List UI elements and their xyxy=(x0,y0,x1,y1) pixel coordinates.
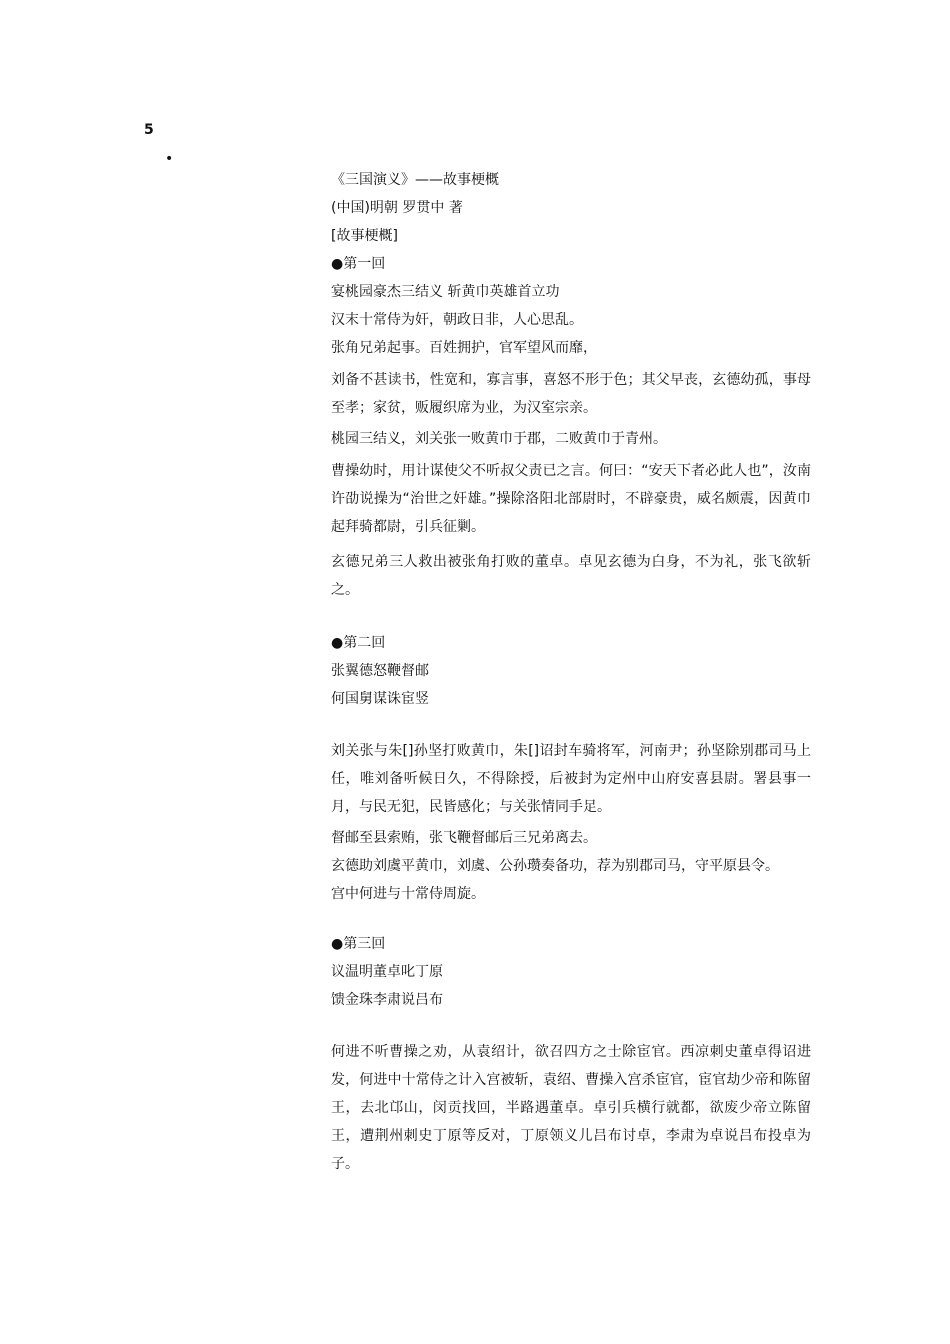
chapter-paragraph: 玄德兄弟三人救出被张角打败的董卓。卓见玄德为白身，不为礼，张飞欲斩之。 xyxy=(331,554,811,598)
spacer xyxy=(331,611,811,633)
chapter-paragraph: 何进不听曹操之劝，从袁绍计，欲召四方之士除宦官。西凉刺史董卓得诏进发，何进中十常侍之计入宫被斩，袁绍、曹操入宫杀宦官，宦官劫少帝和陈留王，去北邙山，闵贡找回，半路遇董卓。卓引兵横行就都，欲废少帝立陈留王，遭荆州刺史丁原等反对，丁原领义儿吕布讨卓，李肃为卓说吕布投卓为子。 xyxy=(331,1044,811,1172)
page-number: 5 xyxy=(144,122,154,138)
chapter-paragraph: 曹操幼时，用计谋使父不听叔父责已之言。何曰：“安天下者必此人也”，汝南许劭说操为“治世之奸雄。”操除洛阳北部尉时，不辟豪贵，威名颇震，因黄巾起拜骑都尉，引兵征剿。 xyxy=(331,463,811,535)
spacer xyxy=(331,1018,811,1038)
document-title: 《三国演义》——故事梗概 xyxy=(331,172,499,188)
chapter-3 xyxy=(331,934,811,1178)
document-body xyxy=(331,170,811,1185)
chapter-paragraph: 张角兄弟起事。百姓拥护，官军望风而靡， xyxy=(331,340,597,356)
document-author: (中国)明朝 罗贯中 著 xyxy=(331,200,463,216)
chapter-paragraph: 桃园三结义，刘关张一败黄巾于郡，二败黄巾于青州。 xyxy=(331,431,667,447)
chapter-1 xyxy=(331,254,811,604)
chapter-2 xyxy=(331,633,811,904)
chapter-paragraph: 刘关张与朱[]孙坚打败黄巾，朱[]诏封车骑将军，河南尹；孙坚除别郡司马上任，唯刘备听候日久，不得除授，后被封为定州中山府安喜县尉。署县事一月，与民无犯，民皆感化；与关张情同手足。 xyxy=(331,743,811,815)
section-heading: [故事梗概] xyxy=(331,228,398,244)
chapter-paragraph: 督邮至县索贿，张飞鞭督邮后三兄弟离去。 xyxy=(331,830,597,846)
chapter-title: 宴桃园豪杰三结义 斩黄巾英雄首立功 xyxy=(331,284,560,300)
spacer xyxy=(331,717,811,737)
chapter-paragraph: 玄德助刘虞平黄巾，刘虞、公孙瓒奏备功，荐为别郡司马，守平原县令。 xyxy=(331,858,779,874)
chapter-paragraph: 宫中何进与十常侍周旋。 xyxy=(331,886,485,902)
chapter-paragraph: 汉末十常侍为奸，朝政日非，人心思乱。 xyxy=(331,312,583,328)
list-bullet: • xyxy=(165,151,174,167)
chapter-title: 馈金珠李肃说吕布 xyxy=(331,992,443,1008)
chapter-heading: ●第三回 xyxy=(331,936,386,952)
chapter-title: 何国舅谋诛宦竖 xyxy=(331,691,429,707)
chapter-paragraph: 刘备不甚读书，性宽和，寡言事，喜怒不形于色；其父早丧，玄德幼孤，事母至孝；家贫，贩履织席为业，为汉室宗亲。 xyxy=(331,372,811,416)
chapter-title: 议温明董卓叱丁原 xyxy=(331,964,443,980)
spacer xyxy=(331,912,811,934)
chapter-heading: ●第一回 xyxy=(331,256,386,272)
chapter-heading: ●第二回 xyxy=(331,635,386,651)
chapter-title: 张翼德怒鞭督邮 xyxy=(331,663,429,679)
